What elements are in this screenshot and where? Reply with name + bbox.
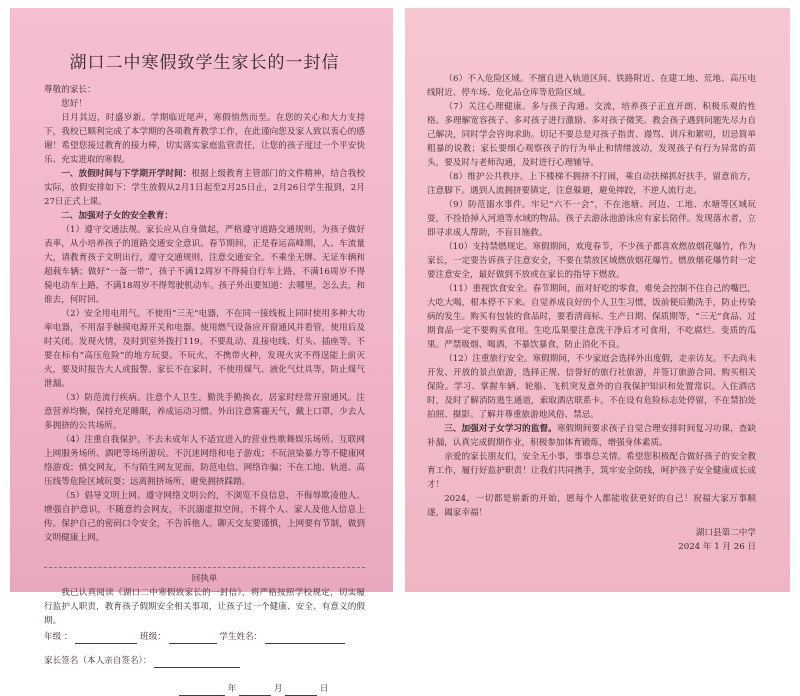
safety-item-1: （1）遵守交通法规。家长应从自身做起，严格遵守道路交通规则，为孩子做好表率，从小培养孩子的道路交通安全意识。春节期间，正是春运高峰期，人、车流量大，请教育孩子文明出行，遵守交通规则，注意交通安全。不乘坐无牌、无证车辆和超载车辆；做好“一盔一带”，孩子不满12周岁不得骑自行车上路，不满16周岁不得骑电动车上路，不满18周岁不得驾驶机动车。孩子外出要知道：去哪里，怎么去，和谁去，何时回。 xyxy=(44,225,365,305)
intro-paragraph: 日月其迈，时盛岁新。学期临近尾声，寒假悄然而至。在您的关心和大力支持下，我校已顺利完成了本学期的各项教育教学工作，在此谨向您及家人致以衷心的感谢！希望您接过教育的接力棒，切实落实家庭监管责任，让您的孩子度过一个平安快乐、充实进取的寒假。 xyxy=(44,113,365,165)
closing-paragraph-1: 亲爱的家长朋友们，安全无小事，事事总关情。希望您积极配合做好孩子的安全教育工作，履行好监护职责！让我们共同携手，筑牢安全防线，呵护孩子安全健康成长成才！ xyxy=(427,452,756,490)
receipt-student-info-row xyxy=(44,630,365,644)
student-name-label: 学生姓名： xyxy=(219,632,263,642)
receipt-body: 我已认真阅读《湖口二中寒假致家长的一封信》，将严格按照学校规定，切实履行监护人职责，教育孩子假期安全相关事项，让孩子过一个健康、安全、有意义的假期。 xyxy=(44,588,365,626)
class-field[interactable] xyxy=(169,633,217,644)
safety-item-3: （3）防范流行疾病。注意个人卫生，勤洗手勤换衣，居家时经常开窗通风。注意营养均衡，保持充足睡眠，养成运动习惯。外出注意雾霾天气，戴上口罩，少去人多拥挤的公共场所。 xyxy=(44,393,365,431)
grade-field[interactable] xyxy=(75,633,137,644)
section1-paragraph xyxy=(44,167,365,209)
section3-paragraph xyxy=(427,422,756,450)
closing-paragraph-2: 2024，一切都是崭新的开始，愿每个人都能收获更好的自己！祝福大家万事顺遂，阖家幸福！ xyxy=(427,494,756,518)
receipt-signature-row xyxy=(44,654,365,668)
student-name-field[interactable] xyxy=(265,633,345,644)
safety-item-12: （12）注重旅行安全。寒假期间，不少家庭会选择外出度假，走亲访友。不去尚未开发、开放的景点旅游，选择正规、信誉好的旅行社旅游，并签订旅游合同、购买相关保险。学习、掌握车辆、轮船、飞机突发意外的自我保护知识和处置常识。入住酒店时，及时了解消防逃生通道，索取酒店联系卡。不在设有危险标志处停留，不在禁拍处拍照、摄影。了解并尊重旅游地风俗、禁忌。 xyxy=(427,354,756,420)
safety-item-8: （8）维护公共秩序。上下楼梯不拥挤不打闹，乘自动扶梯抓好扶手，留意前方，注意脚下。遇到人流拥挤要镇定，注意躲避，避免摔跤，不逆人流行走。 xyxy=(427,172,756,196)
receipt-title: 回执单 xyxy=(191,574,218,584)
safety-item-9: （9）防范溺水事件。牢记“六不一会”，不在池塘、河边、工地、水塘等区域玩耍，不捡拾掉入河道等水域的物品。孩子去游泳池游泳应有家长陪伴。发现落水者，立即寻求成人帮助，不盲目施救。 xyxy=(427,200,756,238)
section1-body: 根据上级教育主管部门的文件精神，结合我校实际，放假安排如下：学生放假从2月1日起至2月25日止，2月26日学生报到，2月27日正式上课。 xyxy=(44,169,365,207)
signature-school: 湖口县第二中学 xyxy=(695,528,756,538)
letter-page-right xyxy=(405,8,790,592)
day-label: 日 xyxy=(319,684,329,694)
year-label: 年 xyxy=(227,684,237,694)
letter-title: 湖口二中寒假致学生家长的一封信 xyxy=(69,53,340,73)
section3-body: 寒假期间要求孩子自觉合理安排时间复习功课，查缺补漏，认真完成假期作业，积极参加体育锻炼，增强身体素质。 xyxy=(427,424,756,448)
letter-page-left xyxy=(10,8,393,694)
safety-item-7: （7）关注心理健康。多与孩子沟通、交流，培养孩子正直开朗、积极乐观的性格。多理解宽容孩子、多对孩子进行激励、多对孩子微笑。教会孩子遇到问题先尽力自己解决，同时学会咨询求助。切记不要总是对孩子指责、谩骂、训斥和絮叨，切忌简单粗暴的说教；家长要细心观察孩子的行为举止和情绪波动，发现孩子有行为异常的苗头，要及时与老师沟通，及时进行心理辅导。 xyxy=(427,102,756,168)
safety-item-6: （6）不入危险区域。不擅自进入轨道区间、铁路附近、在建工地、荒地、高压电线附近、停车场、危化品仓库等危险区域。 xyxy=(427,74,756,98)
signature-date: 2024 年 1 月 26 日 xyxy=(678,542,756,552)
safety-item-10: （10）支持禁燃规定。寒假期间，欢度春节，不少孩子都喜欢燃放烟花爆竹，作为家长，一定要告诉孩子注意安全，不要在禁放区域燃放烟花爆竹。燃放烟花爆竹时一定要注意安全，最好做到不放或在家长的指导下燃放。 xyxy=(427,242,756,280)
safety-item-4: （4）注重自我保护。不去未成年人不适宜进入的营业性歌舞娱乐场所、互联网上网服务场所、酒吧等场所游玩。不沉迷网络和电子游戏；不玩渲染暴力等不健康网络游戏；慎交网友，不与陌生网友见面，防范电信、网络诈骗；不在工地、轨道、高压线等危险区域玩耍；远离拥挤场所，避免拥挤踩踏。 xyxy=(44,435,365,487)
safety-item-5: （5）倡导文明上网。遵守网络文明公约，不浏览不良信息，不侮辱欺凌他人。增强自护意识，不随意约会网友，不沉溺虚拟空间，不将个人、家人及他人信息上传。保护自己的密码口令安全，不告诉他人。聊天交友要谨慎，上网要有节制，做到文明健康上网。 xyxy=(44,491,365,543)
year-field[interactable] xyxy=(179,685,225,696)
month-label: 月 xyxy=(273,684,283,694)
section2-heading: 二、加强对子女的安全教育： xyxy=(61,211,173,221)
greeting: 您好！ xyxy=(61,99,87,109)
day-field[interactable] xyxy=(285,685,317,696)
receipt-date-row xyxy=(44,682,365,696)
salutation: 尊敬的家长： xyxy=(44,85,96,95)
section1-heading: 一、放假时间与下学期开学时间： xyxy=(61,169,192,179)
section3-heading: 三、加强对子女学习的监督。 xyxy=(444,424,557,434)
safety-item-2: （2）安全用电用气。不使用“三无”电器，不在同一接线板上同时使用多种大功率电器，不用湿手触摸电源开关和电器。使用燃气设备应开窗通风并看管，使用后及时关闭。发现火情，及时到室外拨打119。不要乱动、乱接电线、灯头、插座等。不要在标有“高压危险”的地方玩耍。不玩火，不携带火种，发现火灾不得逞能上前灭火，要及时报告大人或报警。家长不在家时，不使用煤气、液化气灶具等，防止煤气泄漏。 xyxy=(44,309,365,389)
parent-signature-label: 家长签名（本人亲自签名）： xyxy=(44,656,152,666)
parent-signature-field[interactable] xyxy=(154,657,240,668)
class-label: 班级： xyxy=(139,632,166,642)
safety-item-11: （11）重视饮食安全。春节期间，面对好吃的零食，难免会控制不住自己的嘴巴，大吃大喝，根本停不下来。自觉养成良好的个人卫生习惯，饭前便后勤洗手，防止传染病的发生。购买有包装的食品时，要看清商标、生产日期、保质期等，“三无”食品、过期食品一定不要购买食用。生吃瓜果要注意洗干净后才可食用，不吃腐烂、变质的瓜果。严禁吸烟、喝酒，不暴饮暴食，防止消化不良。 xyxy=(427,284,756,350)
month-field[interactable] xyxy=(239,685,271,696)
cut-line-divider xyxy=(44,567,365,568)
grade-label: 年级 ： xyxy=(44,632,73,642)
